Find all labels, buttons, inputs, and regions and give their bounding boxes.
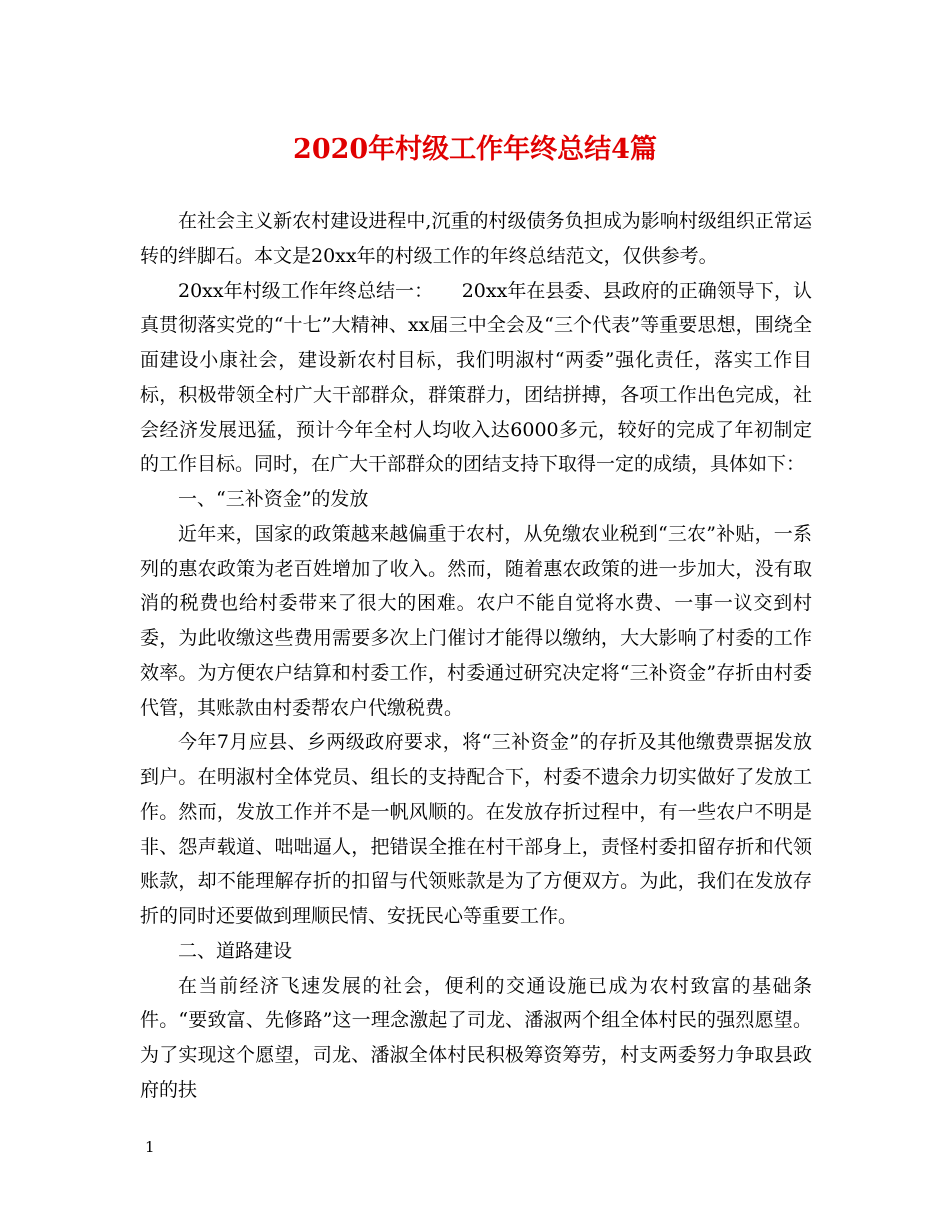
document-body [140, 204, 812, 1108]
page-number: 1 [145, 1138, 155, 1156]
paragraph: 在当前经济飞速发展的社会，便利的交通设施已成为农村致富的基础条件。“要致富、先修路”这一理念激起了司龙、潘淑两个组全体村民的强烈愿望。为了实现这个愿望，司龙、潘淑全体村民积极筹资筹劳，村支两委努力争取县政府的扶 [140, 974, 812, 1101]
section-heading: 一、“三补资金”的发放 [178, 488, 369, 510]
paragraph: 近年来，国家的政策越来越偏重于农村，从免缴农业税到“三农”补贴，一系列的惠农政策为老百姓增加了收入。然而，随着惠农政策的进一步加大，没有取消的税费也给村委带来了很大的困难。农户不能自觉将水费、一事一议交到村委，为此收缴这些费用需要多次上门催讨才能得以缴纳，大大影响了村委的工作效率。为方便农户结算和村委工作，村委通过研究决定将“三补资金”存折由村委代管，其账款由村委帮农户代缴税费。 [140, 522, 812, 719]
paragraph: 在社会主义新农村建设进程中,沉重的村级债务负担成为影响村级组织正常运转的绊脚石。本文是20xx年的村级工作的年终总结范文，仅供参考。 [140, 210, 812, 267]
section-heading: 二、道路建设 [178, 939, 293, 962]
document-title: 2020年村级工作年终总结4篇 [293, 134, 657, 165]
paragraph: 今年7月应县、乡两级政府要求，将“三补资金”的存折及其他缴费票据发放到户。在明淑村全体党员、组长的支持配合下，村委不遗余力切实做好了发放工作。然而，发放工作并不是一帆风顺的。在发放存折过程中，有一些农户不明是非、怨声载道、咄咄逼人，把错误全推在村干部身上，责怪村委扣留存折和代领账款，却不能理解存折的扣留与代领账款是为了方便双方。为此，我们在发放存折的同时还要做到理顺民情、安抚民心等重要工作。 [140, 731, 812, 927]
paragraph: 20xx年村级工作年终总结一： 20xx年在县委、县政府的正确领导下，认真贯彻落实党的“十七”大精神、xx届三中全会及“三个代表”等重要思想，围绕全面建设小康社会，建设新农村目标，我们明淑村“两委”强化责任，落实工作目标，积极带领全村广大干部群众，群策群力，团结拼搏，各项工作出色完成，社会经济发展迅猛，预计今年全村人均收入达6000多元，较好的完成了年初制定的工作目标。同时，在广大干部群众的团结支持下取得一定的成绩，具体如下： [140, 279, 812, 476]
